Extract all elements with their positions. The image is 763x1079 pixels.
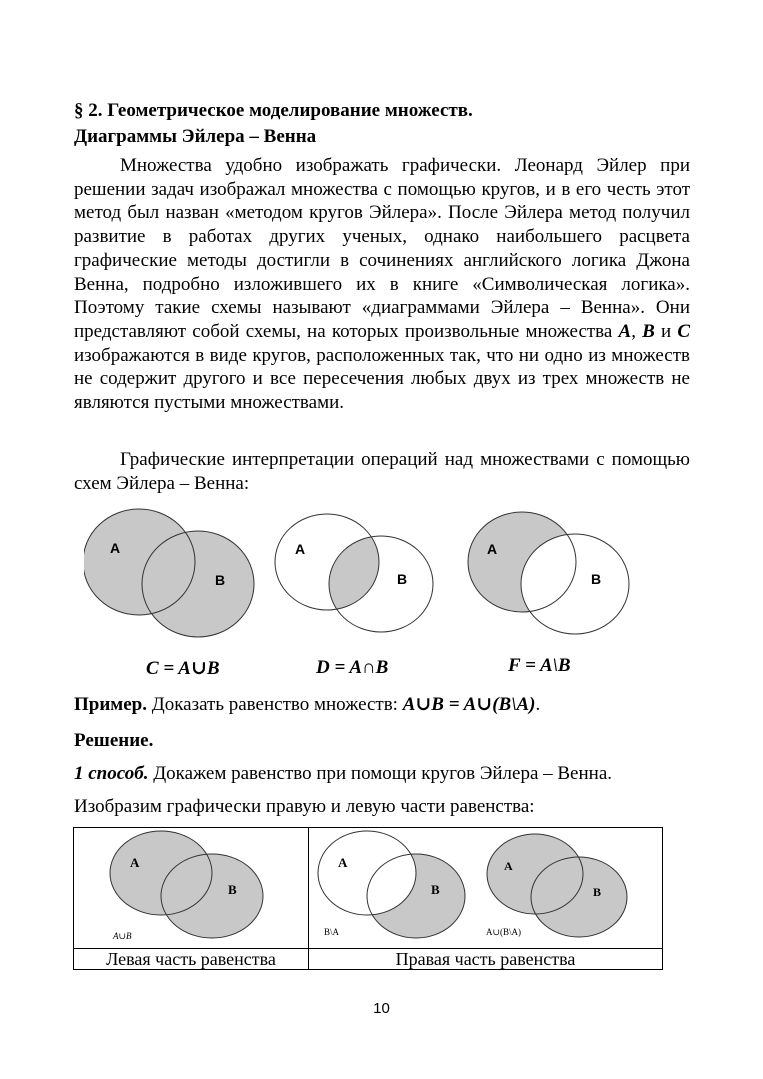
union-fill [84, 509, 254, 637]
section-heading [74, 98, 473, 150]
label-b: B [431, 882, 440, 897]
separator-1: , [631, 320, 643, 342]
paragraph-interpretations [74, 448, 690, 495]
left-small-label: A∪B [113, 931, 132, 941]
label-b: B [593, 885, 602, 899]
difference-fill [468, 512, 576, 612]
example-formula: A∪B = A∪(B\A) [402, 694, 536, 715]
union-caption: C = A∪B [146, 658, 220, 679]
example-line [74, 693, 540, 717]
right-part-cell [309, 828, 663, 949]
heading-line-1: § 2. Геометрическое моделирование множеств. [74, 100, 473, 121]
venn-left-union [74, 828, 308, 943]
venn-difference-diagram [464, 510, 634, 640]
draw-instruction: Изобразим графически правую и левую части равенства: [74, 796, 535, 817]
set-b-symbol: B [642, 320, 655, 342]
right-small-label-1: B\A [324, 927, 340, 937]
left-part-cell [74, 828, 309, 949]
paragraph-intro [74, 154, 690, 415]
label-b: B [228, 882, 237, 897]
left-part-caption: Левая часть равенства [74, 949, 309, 970]
heading-line-2: Диаграммы Эйлера – Венна [74, 126, 317, 147]
set-c-symbol: C [677, 320, 690, 342]
right-small-label-2: A∪(B\A) [486, 927, 522, 937]
difference-caption: F = A\B [508, 655, 571, 676]
right-part-caption: Правая часть равенства [309, 949, 663, 970]
equality-table [73, 827, 663, 970]
label-a: A [338, 855, 348, 870]
page-number: 10 [373, 1000, 390, 1017]
solution-label: Решение. [74, 730, 154, 751]
label-a: A [295, 541, 306, 557]
example-label: Пример. [74, 694, 147, 715]
label-a: A [487, 541, 498, 557]
label-b: B [397, 571, 408, 587]
intersection-fill [329, 536, 433, 632]
method-line [74, 762, 612, 786]
intersection-caption: D = A∩B [316, 657, 389, 678]
label-a: A [110, 540, 121, 556]
paragraph-intro-text-b: изображаются в виде кругов, расположенных так, что ни одно из множеств не содержит другого и все пересечения любых двух из трех множеств не являются пустыми множествами. [74, 344, 690, 414]
label-b: B [591, 571, 602, 587]
method-text: Докажем равенство при помощи кругов Эйлера – Венна. [148, 763, 613, 784]
venn-intersection-diagram [272, 512, 440, 640]
label-a: A [504, 859, 513, 873]
venn-right-diagrams [309, 828, 662, 943]
example-end: . [535, 694, 541, 715]
solution-line [74, 729, 153, 753]
example-text: Доказать равенство множеств: [147, 694, 403, 715]
paragraph-intro-text-a: Множества удобно изображать графически. Леонард Эйлер при решении задач изображал множества с помощью кругов, и в его честь этот метод был назван «методом кругов Эйлера». После Эйлера метод получил развитие в работах других ученых, однако наибольшего расцвета графические методы достигли в сочинениях английского логика Джона Венна, подробно изложившего их в книге «Символическая логика». Поэтому такие схемы называют «диаграммами Эйлера – Венна». Они представляют собой схемы, на которых произвольные множества [74, 155, 690, 342]
method-label: 1 способ. [74, 763, 149, 784]
venn-union-diagram [84, 506, 264, 642]
label-a: A [130, 855, 140, 870]
set-a-symbol: A [618, 320, 632, 342]
label-b: B [215, 572, 226, 588]
paragraph-interpretations-text: Графические интерпретации операций над множествами с помощью схем Эйлера – Венна: [74, 449, 690, 494]
separator-2: и [654, 320, 678, 342]
